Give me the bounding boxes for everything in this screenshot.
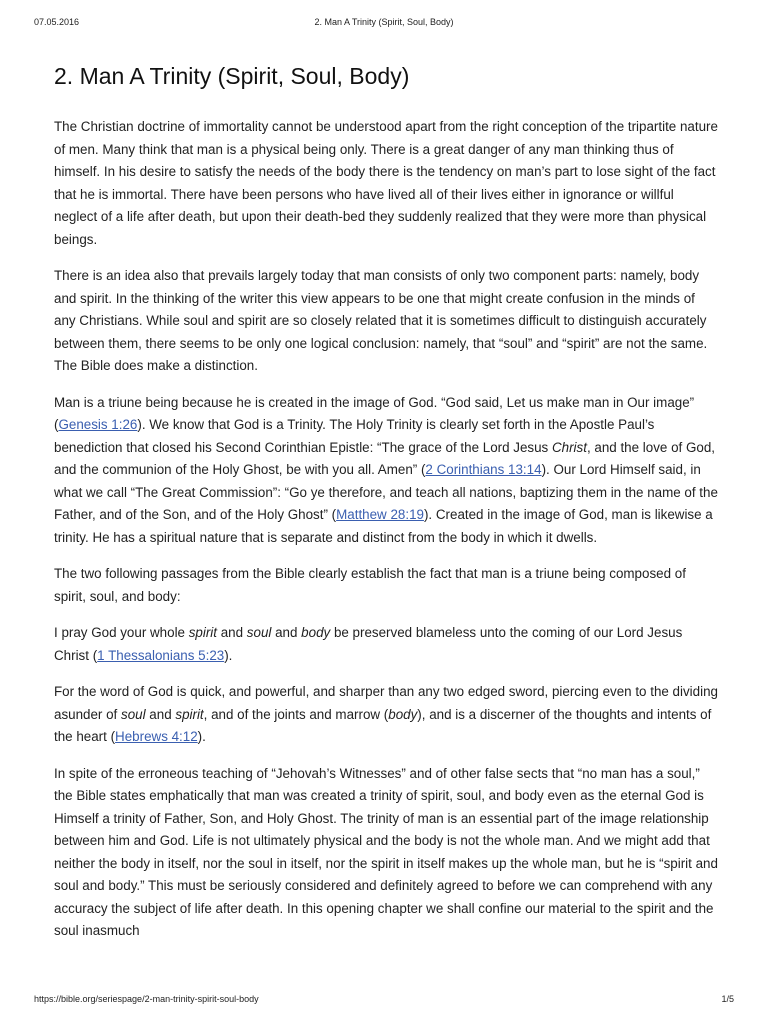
- text-segment: and: [271, 625, 302, 640]
- link-matthew-28-19[interactable]: Matthew 28:19: [336, 507, 424, 522]
- article-title: 2. Man A Trinity (Spirit, Soul, Body): [54, 63, 410, 89]
- text-segment: , and the love of God, and the communion of the Holy Ghost, be with you all. Amen” (: [54, 439, 715, 477]
- text-segment: ). We know that God is a Trinity. The Holy Trinity is clearly set forth in the Apostle Paul’s benediction that closed his Second Corinthian Epistle: “The grace of the Lord Jesus: [54, 417, 655, 455]
- emphasis-christ: Christ: [551, 439, 587, 455]
- text-segment: Man is a triune being because he is created in the image of God. “God said, Let us make man in Our image” (: [54, 394, 695, 432]
- paragraph-2: There is an idea also that prevails largely today that man consists of only two component parts: namely, body and spirit. In the thinking of the writer this view appears to be one that might create confusion in the minds of any Christians. While soul and spirit are so closely related that it is sometimes difficult to distinguish accurately between them, there seems to be only one logical conclusion: namely, that “soul” and “spirit” are not the same. The Bible does make a distinction.: [54, 268, 708, 373]
- text-segment: ).: [224, 647, 233, 663]
- link-2-corinthians-13-14[interactable]: 2 Corinthians 13:14: [425, 462, 542, 477]
- text-segment: and: [145, 706, 176, 722]
- print-header: [34, 17, 734, 29]
- paragraph-1: The Christian doctrine of immortality cannot be understood apart from the right conception of the tripartite nature of men. Many think that man is a physical being only. There is a great danger of any man thinking thus of himself. In his desire to satisfy the needs of the body there is the tendency on man’s part to lose sight of the fact that he is immortal. There have been persons who have lived all of their lives either in ignorance or willful neglect of a life after death, but upon their death-bed they suddenly realized that they were more than physical beings.: [54, 119, 718, 247]
- emphasis-soul: soul: [121, 706, 146, 722]
- paragraph-7: In spite of the erroneous teaching of “Jehovah’s Witnesses” and of other false sects that “no man has a soul,” the Bible states emphatically that man was created a trinity of spirit, soul, and body even as the eternal God is Himself a trinity of Father, Son, and Holy Ghost. The trinity of man is an essential part of the image relationship between him and God. Life is not ultimately physical and the body is not the whole man. And we might add that neither the body in itself, nor the soul in itself, nor the spirit in itself makes up the whole man, but he is “spirit and soul and body.” This must be seriously considered and definitely agreed to before we can comprehend with any accuracy the subject of life after death. In this opening chapter we shall confine our material to the spirit and the soul inasmuch: [54, 765, 718, 938]
- text-segment: ). Our Lord Himself said, in what we call “The Great Commission”: “Go ye therefore, and teach all nations, baptizing them in the name of the Father, and of the Son, and of the Holy Ghost” (: [54, 462, 718, 522]
- print-footer: [34, 994, 734, 1006]
- text-segment: ), and is a discerner of the thoughts and intents of the heart (: [54, 706, 712, 744]
- emphasis-body: body: [301, 625, 331, 640]
- text-segment: I pray God your whole: [54, 625, 189, 640]
- emphasis-body: body: [388, 706, 418, 722]
- paragraph-4: The two following passages from the Bible clearly establish the fact that man is a triune being composed of spirit, soul, and body:: [54, 566, 686, 604]
- print-url: https://bible.org/seriespage/2-man-trinity-spirit-soul-body: [34, 994, 259, 1004]
- article: [54, 58, 719, 957]
- text-segment: , and of the joints and marrow (: [203, 706, 389, 722]
- paragraph-6-quote: [54, 681, 719, 749]
- paragraph-5-quote: [54, 622, 719, 667]
- page-number: 1/5: [721, 994, 734, 1004]
- emphasis-soul: soul: [246, 625, 272, 640]
- text-segment: For the word of God is quick, and powerful, and sharper than any two edged sword, piercing even to the dividing asunder of: [54, 684, 718, 722]
- print-page-title: 2. Man A Trinity (Spirit, Soul, Body): [314, 17, 454, 27]
- text-segment: ). Created in the image of God, man is likewise a trinity. He has a spiritual nature that is separate and distinct from the body in which it dwells.: [54, 507, 713, 545]
- text-segment: ).: [197, 729, 206, 744]
- emphasis-spirit: spirit: [175, 706, 204, 722]
- link-genesis-1-26[interactable]: Genesis 1:26: [58, 417, 138, 432]
- paragraph-3: [54, 392, 719, 550]
- print-date: 07.05.2016: [34, 17, 80, 27]
- link-1-thessalonians-5-23[interactable]: 1 Thessalonians 5:23: [97, 647, 225, 663]
- text-segment: and: [217, 625, 247, 640]
- text-segment: be preserved blameless unto the coming of our Lord Jesus Christ (: [54, 625, 683, 663]
- link-hebrews-4-12[interactable]: Hebrews 4:12: [115, 729, 198, 744]
- emphasis-spirit: spirit: [188, 625, 217, 640]
